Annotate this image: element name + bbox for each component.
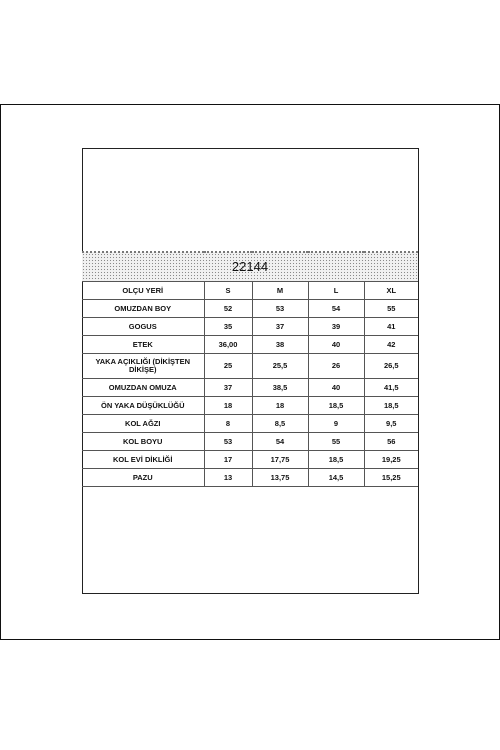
cell-m: 25,5 xyxy=(252,354,308,379)
cell-xl: 56 xyxy=(364,433,418,451)
product-code-cell xyxy=(82,252,418,282)
table-row xyxy=(82,354,418,379)
cell-l: 40 xyxy=(308,336,364,354)
cell-m: 18 xyxy=(252,397,308,415)
cell-xl: 42 xyxy=(364,336,418,354)
table-row xyxy=(82,415,418,433)
cell-l: 9 xyxy=(308,415,364,433)
table-row xyxy=(82,300,418,318)
cell-s: 52 xyxy=(204,300,252,318)
cell-s: 13 xyxy=(204,469,252,487)
cell-l: 54 xyxy=(308,300,364,318)
row-label: PAZU xyxy=(82,469,204,487)
product-code: 22144 xyxy=(231,259,269,274)
row-label: ETEK xyxy=(82,336,204,354)
cell-s: 8 xyxy=(204,415,252,433)
cell-l: 18,5 xyxy=(308,397,364,415)
cell-xl: 55 xyxy=(364,300,418,318)
row-label: KOL EVİ DİKLİĞİ xyxy=(82,451,204,469)
row-label: OMUZDAN OMUZA xyxy=(82,379,204,397)
cell-xl: 18,5 xyxy=(364,397,418,415)
cell-l: 26 xyxy=(308,354,364,379)
cell-s: 37 xyxy=(204,379,252,397)
cell-xl: 19,25 xyxy=(364,451,418,469)
table-row xyxy=(82,318,418,336)
cell-l: 18,5 xyxy=(308,451,364,469)
cell-m: 38 xyxy=(252,336,308,354)
row-label: OMUZDAN BOY xyxy=(82,300,204,318)
row-label: KOL AĞZI xyxy=(82,415,204,433)
cell-xl: 41,5 xyxy=(364,379,418,397)
cell-s: 25 xyxy=(204,354,252,379)
cell-xl: 41 xyxy=(364,318,418,336)
size-chart-table xyxy=(82,251,418,487)
cell-m: 38,5 xyxy=(252,379,308,397)
table-row xyxy=(82,336,418,354)
cell-l: 39 xyxy=(308,318,364,336)
header-size-xl: XL xyxy=(364,282,418,300)
cell-s: 53 xyxy=(204,433,252,451)
title-row xyxy=(82,252,418,282)
cell-s: 18 xyxy=(204,397,252,415)
cell-s: 35 xyxy=(204,318,252,336)
cell-m: 53 xyxy=(252,300,308,318)
cell-xl: 26,5 xyxy=(364,354,418,379)
cell-l: 14,5 xyxy=(308,469,364,487)
row-label: ÖN YAKA DÜŞÜKLÜĞÜ xyxy=(82,397,204,415)
cell-xl: 15,25 xyxy=(364,469,418,487)
cell-m: 37 xyxy=(252,318,308,336)
cell-m: 13,75 xyxy=(252,469,308,487)
header-size-l: L xyxy=(308,282,364,300)
cell-m: 17,75 xyxy=(252,451,308,469)
table-row xyxy=(82,397,418,415)
cell-s: 36,00 xyxy=(204,336,252,354)
row-label: KOL BOYU xyxy=(82,433,204,451)
row-label: GOGUS xyxy=(82,318,204,336)
header-measure-point: OLÇU YERİ xyxy=(82,282,204,300)
cell-m: 54 xyxy=(252,433,308,451)
row-label: YAKA AÇIKLIĞI (DİKİŞTEN DİKİŞE) xyxy=(82,354,204,379)
header-row xyxy=(82,282,418,300)
header-size-s: S xyxy=(204,282,252,300)
cell-l: 55 xyxy=(308,433,364,451)
table-row xyxy=(82,433,418,451)
header-size-m: M xyxy=(252,282,308,300)
cell-m: 8,5 xyxy=(252,415,308,433)
cell-l: 40 xyxy=(308,379,364,397)
table-row xyxy=(82,469,418,487)
table-row xyxy=(82,451,418,469)
cell-xl: 9,5 xyxy=(364,415,418,433)
cell-s: 17 xyxy=(204,451,252,469)
table-row xyxy=(82,379,418,397)
